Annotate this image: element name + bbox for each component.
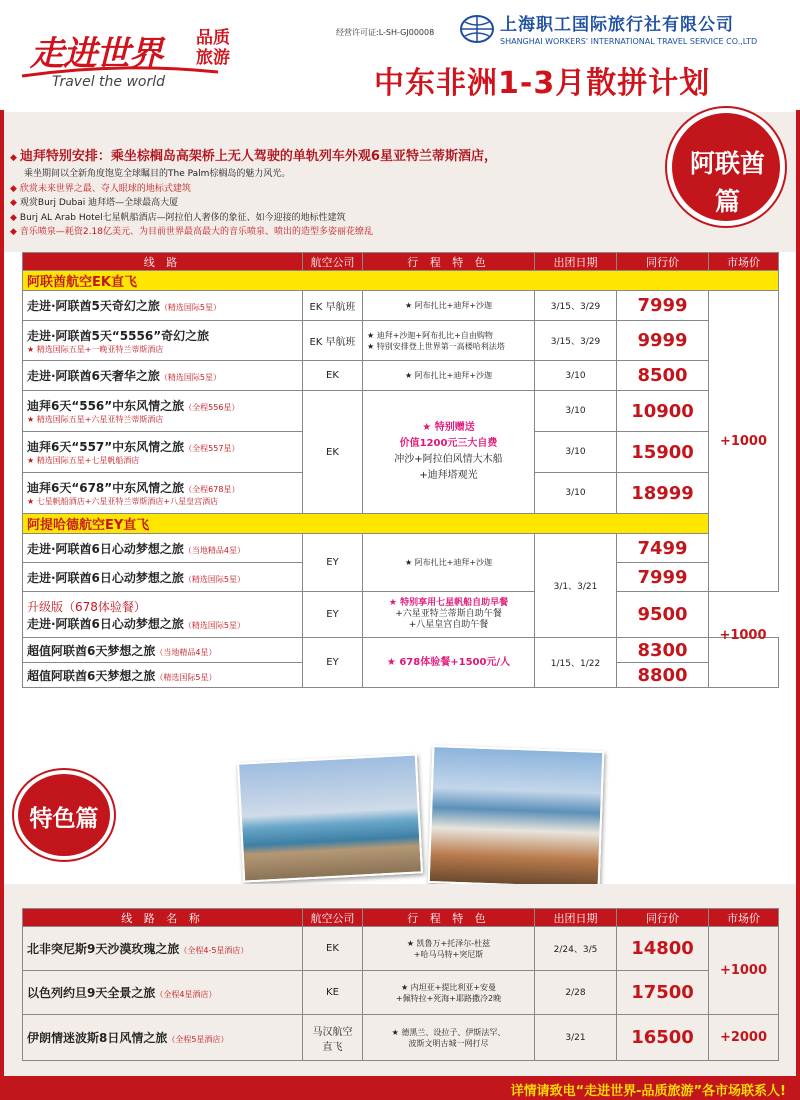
col-price: 同行价 bbox=[617, 253, 709, 271]
depart-date: 3/10 bbox=[535, 473, 617, 514]
depart-date: 2/24、3/5 bbox=[535, 927, 617, 971]
feature bbox=[363, 971, 535, 1015]
feature-line: 价值1200元三大自费 bbox=[399, 438, 498, 449]
route-cell bbox=[23, 321, 303, 361]
route-name: 超值阿联酋6天梦想之旅（当地精品4星） bbox=[23, 638, 303, 663]
intro-bullets bbox=[10, 148, 630, 240]
feature-line: +哈马马特+突尼斯 bbox=[413, 949, 484, 959]
depart-date: 1/15、1/22 bbox=[535, 638, 617, 688]
col-feature: 行 程 特 色 bbox=[363, 253, 535, 271]
license-number: 经营许可证:L-SH-GJ00008 bbox=[336, 28, 435, 37]
peer-price: 8800 bbox=[617, 663, 709, 688]
section-row bbox=[23, 514, 779, 534]
airline: EK 早航班 bbox=[303, 291, 363, 321]
peer-price: 8500 bbox=[617, 361, 709, 391]
route-name: 走进·阿联酋5天“5556”奇幻之旅 bbox=[27, 328, 210, 343]
section-row bbox=[23, 271, 779, 291]
depart-date: 3/15、3/29 bbox=[535, 291, 617, 321]
feature-line: 波斯文明古城一网打尽 bbox=[408, 1038, 489, 1048]
intro-bullet: ◆ Burj AL Arab Hotel七星帆船酒店—阿拉伯人奢侈的象征、如今迎接的地标性建筑 bbox=[10, 212, 346, 223]
diamond-icon: ◆ bbox=[10, 227, 17, 237]
table-row bbox=[23, 361, 779, 391]
depart-date: 3/21 bbox=[535, 1015, 617, 1061]
peer-price: 7999 bbox=[617, 563, 709, 592]
footer-contact: 详情请致电“走进世界-品质旅游”各市场联系人! bbox=[510, 1084, 786, 1099]
page-title: 中东非洲1-3月散拼计划 bbox=[374, 66, 711, 101]
route-name: 迪拜6天“678”中东风情之旅（全程678星） bbox=[27, 481, 240, 495]
table-row bbox=[23, 927, 779, 971]
intro-headline: ◆ 迪拜特别安排：乘坐棕榈岛高架桥上无人驾驶的单轨列车外观6星亚特兰蒂斯酒店， bbox=[10, 149, 497, 164]
peer-price: 7499 bbox=[617, 534, 709, 563]
section-ek: 阿联酋航空EK直飞 bbox=[23, 271, 779, 291]
route-name: 走进·阿联酋6日心动梦想之旅（精选国际5星） bbox=[27, 616, 246, 631]
feature-line: ★ 迪拜+沙迦+阿布扎比+自由购物 bbox=[367, 330, 493, 340]
feature-line: ★ 特别安排登上世界第一高楼哈利法塔 bbox=[367, 341, 505, 351]
peer-price: 18999 bbox=[617, 473, 709, 514]
airline: KE bbox=[303, 971, 363, 1015]
col-route: 线 路 名 称 bbox=[23, 909, 303, 927]
table-row bbox=[23, 321, 779, 361]
feature-line: 冲沙+阿拉伯风情大木船 bbox=[394, 454, 503, 465]
diamond-icon: ◆ bbox=[10, 198, 17, 208]
col-price: 同行价 bbox=[617, 909, 709, 927]
airline: EK bbox=[303, 927, 363, 971]
airline: EK 早航班 bbox=[303, 321, 363, 361]
table-row bbox=[23, 391, 779, 432]
feature bbox=[363, 592, 535, 638]
col-market: 市场价 bbox=[709, 253, 779, 271]
peer-price: 7999 bbox=[617, 291, 709, 321]
route-name: 北非突尼斯9天沙漠玫瑰之旅（全程4-5星酒店） bbox=[23, 927, 303, 971]
feature bbox=[363, 391, 535, 514]
intro-bullet: ◆ 观赏Burj Dubai 迪拜塔—全球最高大厦 bbox=[10, 198, 179, 208]
peer-price: 17500 bbox=[617, 971, 709, 1015]
airline-line: 直飞 bbox=[322, 1041, 343, 1053]
feature bbox=[363, 321, 535, 361]
depart-date: 3/10 bbox=[535, 432, 617, 473]
route-cell bbox=[23, 391, 303, 432]
feature-line: ★ 内坦亚+提比利亚+安曼 bbox=[400, 982, 497, 992]
uae-badge-label: 阿联酋 bbox=[689, 149, 765, 178]
brand-sub: 品质旅游 bbox=[196, 28, 230, 68]
feature: ★ 阿布扎比+迪拜+沙迦 bbox=[363, 534, 535, 592]
diamond-icon: ◆ bbox=[10, 153, 17, 163]
route-name: 走进·阿联酋5天奇幻之旅（精选国际5星） bbox=[23, 291, 303, 321]
col-market: 市场价 bbox=[709, 909, 779, 927]
market-price: +1000 bbox=[709, 291, 779, 592]
route-name: 走进·阿联酋6天奢华之旅（精选国际5星） bbox=[23, 361, 303, 391]
diamond-icon: ◆ bbox=[10, 212, 17, 223]
right-border bbox=[796, 110, 800, 1100]
depart-date: 2/28 bbox=[535, 971, 617, 1015]
table-header-row bbox=[23, 909, 779, 927]
peer-price: 14800 bbox=[617, 927, 709, 971]
airline: EK bbox=[303, 391, 363, 514]
company-name-en: SHANGHAI WORKERS' INTERNATIONAL TRAVEL SERVICE CO.,LTD bbox=[500, 37, 758, 46]
feature: ★ 678体验餐+1500元/人 bbox=[363, 638, 535, 688]
uae-badge-label-2: 篇 bbox=[714, 187, 740, 216]
table-row bbox=[23, 971, 779, 1015]
market-price-ey: +1000 bbox=[719, 628, 767, 643]
table-row bbox=[23, 592, 779, 638]
feature-line: ★ 德黑兰、设拉子、伊斯法罕、 bbox=[391, 1027, 506, 1037]
route-name: 以色列约旦9天全景之旅（全程4星酒店） bbox=[23, 971, 303, 1015]
page-header bbox=[0, 0, 800, 110]
table-row bbox=[23, 291, 779, 321]
table-row bbox=[23, 534, 779, 563]
peer-price: 15900 bbox=[617, 432, 709, 473]
route-name: 伊朗情迷波斯8日风情之旅（全程5星酒店） bbox=[23, 1015, 303, 1061]
feature-line: ★ 凯鲁万+托泽尔-杜兹 bbox=[406, 938, 491, 948]
market-price: +2000 bbox=[709, 1015, 779, 1061]
table-header-row bbox=[23, 253, 779, 271]
feature-line: +佩特拉+死海+耶路撒冷2晚 bbox=[395, 993, 502, 1003]
harbor-photo bbox=[428, 745, 605, 889]
feature-line: ★ 特别赠送 bbox=[422, 422, 475, 433]
feature-line: +六星亚特兰蒂斯自助午餐 bbox=[395, 609, 502, 619]
uae-routes-table bbox=[22, 252, 779, 688]
route-cell bbox=[23, 432, 303, 473]
route-name: 迪拜6天“557”中东风情之旅（全程557星） bbox=[27, 440, 240, 454]
airline bbox=[303, 1015, 363, 1061]
depart-date: 3/10 bbox=[535, 391, 617, 432]
peer-price: 8300 bbox=[617, 638, 709, 663]
diamond-icon: ◆ bbox=[10, 183, 17, 194]
table-row bbox=[23, 1015, 779, 1061]
col-date: 出团日期 bbox=[535, 253, 617, 271]
route-name: 超值阿联酋6天梦想之旅（精选国际5星） bbox=[23, 663, 303, 688]
airline: EY bbox=[303, 638, 363, 688]
airline-line: 马汉航空 bbox=[312, 1026, 353, 1038]
market-price: +1000 bbox=[709, 927, 779, 1015]
intro-bullet: ◆ 欣赏未来世界之最、夺人眼球的地标式建筑 bbox=[10, 183, 191, 194]
route-sub: ★ 七星帆船酒店+六星亚特兰蒂斯酒店+八星皇宫酒店 bbox=[27, 497, 219, 506]
feature-line: +迪拜塔观光 bbox=[419, 470, 478, 481]
col-airline: 航空公司 bbox=[303, 253, 363, 271]
company-name-cn: 上海职工国际旅行社有限公司 bbox=[500, 15, 734, 35]
airline: EK bbox=[303, 361, 363, 391]
upgrade-label: 升级版（678体验餐） bbox=[27, 599, 146, 614]
peer-price: 9999 bbox=[617, 321, 709, 361]
col-feature: 行 程 特 色 bbox=[363, 909, 535, 927]
depart-date: 3/10 bbox=[535, 361, 617, 391]
beach-photo bbox=[237, 753, 423, 882]
col-date: 出团日期 bbox=[535, 909, 617, 927]
section-ey: 阿提哈德航空EY直飞 bbox=[23, 514, 709, 534]
table-row bbox=[23, 638, 779, 663]
depart-date: 3/1、3/21 bbox=[535, 534, 617, 638]
col-airline: 航空公司 bbox=[303, 909, 363, 927]
col-route: 线 路 bbox=[23, 253, 303, 271]
depart-date: 3/15、3/29 bbox=[535, 321, 617, 361]
route-sub: ★ 精选国际五星+六星亚特兰蒂斯酒店 bbox=[27, 415, 164, 424]
route-cell bbox=[23, 473, 303, 514]
feature: ★ 阿布扎比+迪拜+沙迦 bbox=[363, 291, 535, 321]
feature bbox=[363, 927, 535, 971]
route-sub: ★ 精选国际五星+七星帆船酒店 bbox=[27, 456, 140, 465]
brand-logo bbox=[10, 18, 240, 98]
feature: ★ 阿布扎比+迪拜+沙迦 bbox=[363, 361, 535, 391]
feature-badge-label: 特色篇 bbox=[29, 806, 99, 832]
route-name: 走进·阿联酋6日心动梦想之旅（当地精品4星） bbox=[23, 534, 303, 563]
airline: EY bbox=[303, 592, 363, 638]
globe-icon bbox=[460, 14, 494, 44]
feature-line: +八星皇宫自助午餐 bbox=[408, 620, 489, 630]
route-name: 走进·阿联酋6日心动梦想之旅（精选国际5星） bbox=[23, 563, 303, 592]
route-name: 迪拜6天“556”中东风情之旅（全程556星） bbox=[27, 399, 240, 413]
feature-line: ★ 特别享用七星帆船自助早餐 bbox=[388, 598, 509, 608]
intro-bullet: ◆ 音乐喷泉—耗资2.18亿美元、为目前世界最高最大的音乐喷泉、喷出的造型多姿丽花缭乱 bbox=[10, 227, 373, 237]
peer-price: 9500 bbox=[617, 592, 709, 638]
route-sub: ★ 精选国际五星+一晚亚特兰蒂斯酒店 bbox=[27, 344, 164, 354]
route-cell bbox=[23, 592, 303, 638]
feature bbox=[363, 1015, 535, 1061]
feature-routes-table bbox=[22, 908, 779, 1061]
intro-headline-sub: 乘坐期间以全新角度饱览全球瞩目的The Palm棕榈岛的魅力风光。 bbox=[24, 169, 291, 179]
peer-price: 16500 bbox=[617, 1015, 709, 1061]
airline: EY bbox=[303, 534, 363, 592]
brand-en: Travel the world bbox=[52, 74, 166, 90]
market-price bbox=[709, 638, 779, 688]
brand-name: 走进世界 bbox=[30, 34, 162, 74]
peer-price: 10900 bbox=[617, 391, 709, 432]
